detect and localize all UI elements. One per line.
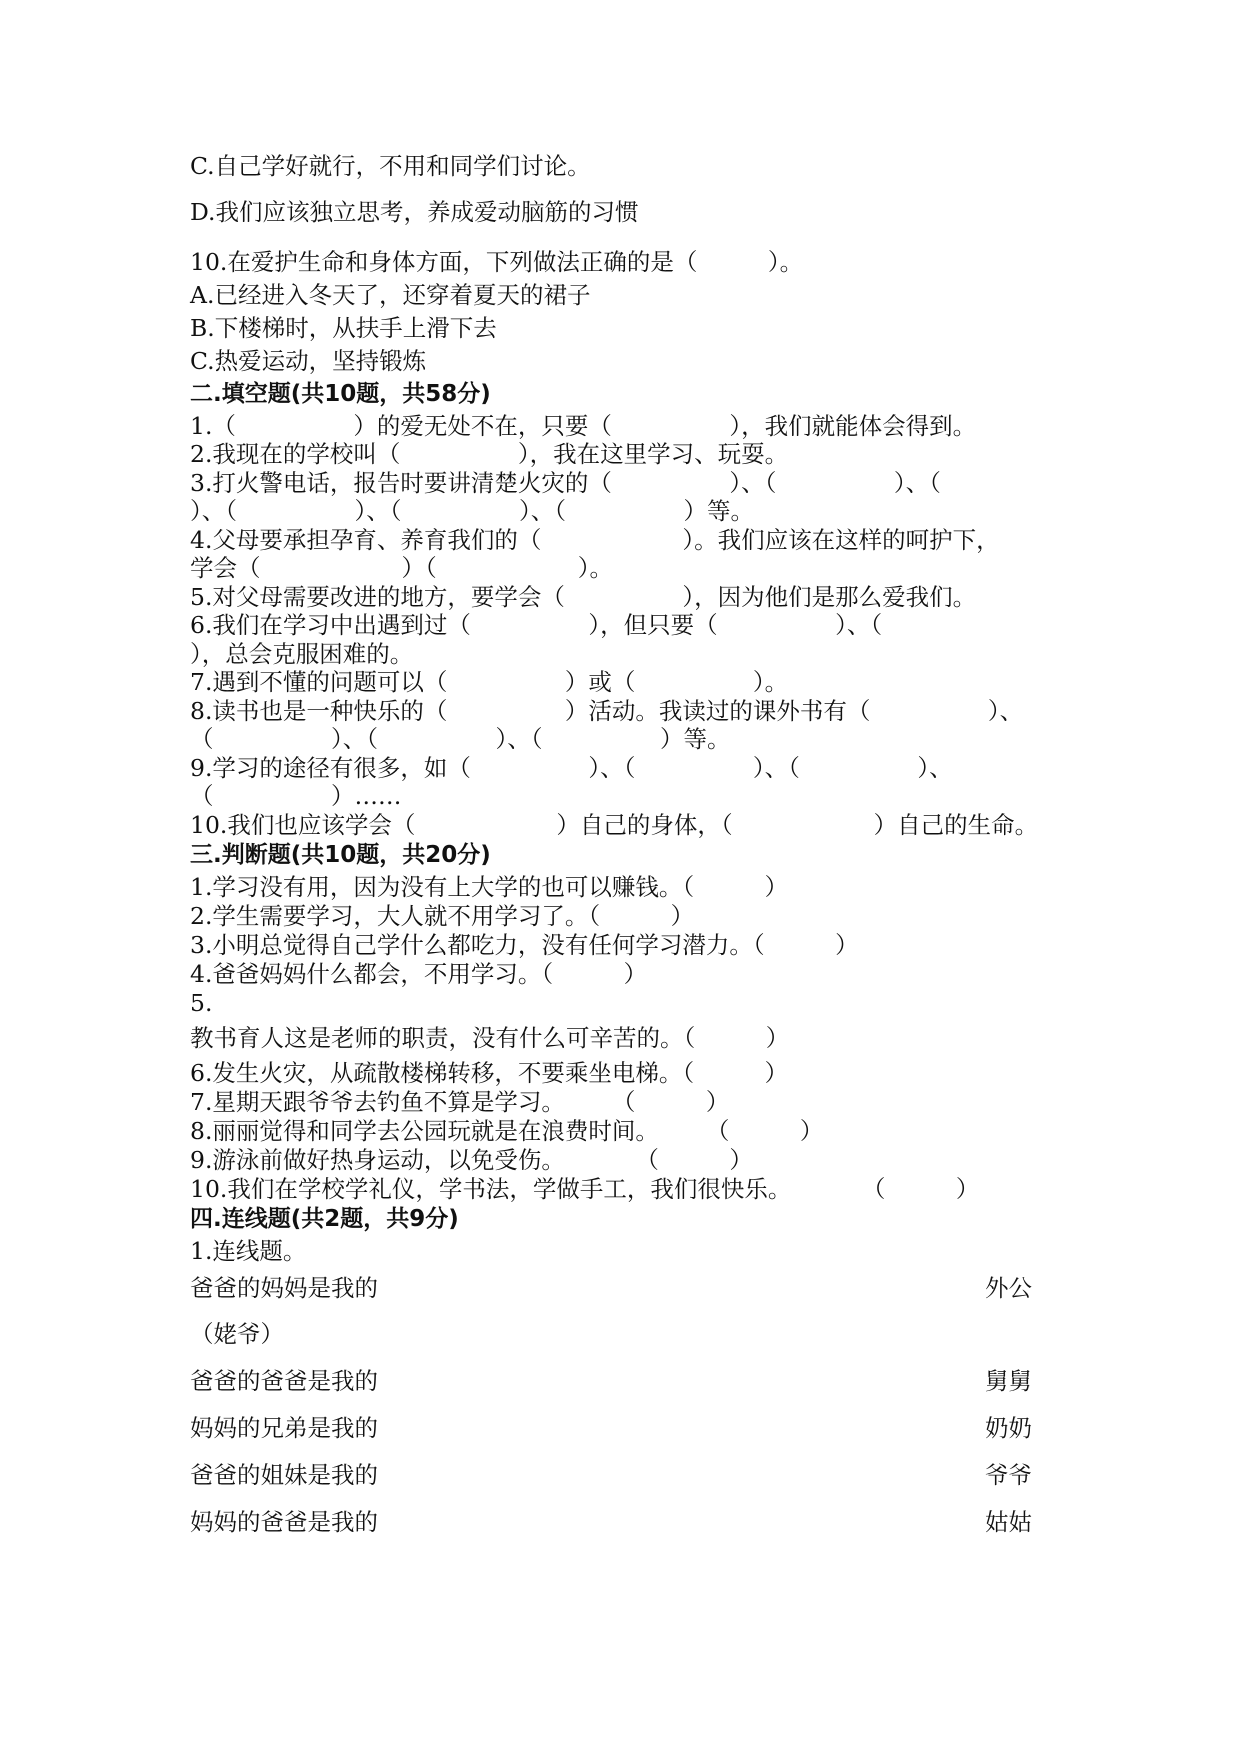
matching-right-item: 奶奶 — [985, 1414, 1032, 1442]
matching-left-item: 妈妈的兄弟是我的 — [190, 1414, 378, 1442]
q10-option-a: A.已经进入冬天了，还穿着夏天的裙子 — [190, 281, 591, 309]
fill-line: 1.（ ）的爱无处不在，只要（ ），我们就能体会得到。 — [190, 412, 977, 440]
judge-line: 5. — [190, 989, 213, 1017]
fill-line: ），总会克服困难的。 — [190, 640, 414, 668]
matching-left-item: （姥爷） — [190, 1320, 284, 1348]
matching-left-item: 爸爸的妈妈是我的 — [190, 1274, 378, 1302]
fill-line: 7.遇到不懂的问题可以（ ）或（ ）。 — [190, 668, 789, 696]
q9-option-d: D.我们应该独立思考，养成爱动脑筋的习惯 — [190, 198, 639, 226]
fill-line: （ ）…… — [190, 782, 402, 810]
q9-option-c: C.自己学好就行，不用和同学们讨论。 — [190, 152, 591, 180]
matching-right-item: 外公 — [985, 1274, 1032, 1302]
q10-option-c: C.热爱运动，坚持锻炼 — [190, 347, 427, 375]
fill-line: 3.打火警电话，报告时要讲清楚火灾的（ ）、（ ）、（ — [190, 469, 941, 497]
judge-line: 1.学习没有用，因为没有上大学的也可以赚钱。（ ） — [190, 873, 789, 901]
section4-heading: 四.连线题(共2题，共9分) — [190, 1206, 459, 1232]
fill-line: 9.学习的途径有很多，如（ ）、（ ）、（ ）、 — [190, 754, 953, 782]
fill-line: 学会（ ）（ ）。 — [190, 554, 613, 582]
judge-line: 4.爸爸妈妈什么都会，不用学习。（ ） — [190, 960, 648, 988]
judge-line: 教书育人这是老师的职责，没有什么可辛苦的。（ ） — [190, 1024, 790, 1052]
fill-line: 5.对父母需要改进的地方，要学会（ ），因为他们是那么爱我们。 — [190, 583, 977, 611]
judge-line: 7.星期天跟爷爷去钓鱼不算是学习。 （ ） — [190, 1088, 730, 1116]
judge-line: 9.游泳前做好热身运动，以免受伤。 （ ） — [190, 1146, 753, 1174]
fill-line: 10.我们也应该学会（ ）自己的身体，（ ）自己的生命。 — [190, 811, 1039, 839]
section3-heading: 三.判断题(共10题，共20分) — [190, 842, 491, 868]
judge-line: 8.丽丽觉得和同学去公园玩就是在浪费时间。 （ ） — [190, 1117, 824, 1145]
matching-left-item: 爸爸的爸爸是我的 — [190, 1367, 378, 1395]
fill-line: 2.我现在的学校叫（ ），我在这里学习、玩耍。 — [190, 440, 789, 468]
fill-line: ）、（ ）、（ ）、（ ）等。 — [190, 497, 754, 525]
fill-line: 8.读书也是一种快乐的（ ）活动。我读过的课外书有（ ）、 — [190, 697, 1024, 725]
matching-left-item: 妈妈的爸爸是我的 — [190, 1508, 378, 1536]
judge-line: 2.学生需要学习，大人就不用学习了。（ ） — [190, 902, 695, 930]
q10-option-b: B.下楼梯时，从扶手上滑下去 — [190, 314, 497, 342]
section2-heading: 二.填空题(共10题，共58分) — [190, 381, 491, 407]
judge-line: 3.小明总觉得自己学什么都吃力，没有任何学习潜力。（ ） — [190, 931, 859, 959]
matching-right-item: 姑姑 — [985, 1508, 1032, 1536]
fill-line: （ ）、（ ）、（ ）等。 — [190, 725, 731, 753]
matching-right-item: 爷爷 — [985, 1461, 1032, 1489]
q10-stem: 10.在爱护生命和身体方面，下列做法正确的是（ ）。 — [190, 248, 804, 276]
fill-line: 6.我们在学习中出遇到过（ ），但只要（ ）、（ — [190, 611, 883, 639]
judge-line: 6.发生火灾，从疏散楼梯转移，不要乘坐电梯。（ ） — [190, 1059, 789, 1087]
matching-right-item: 舅舅 — [985, 1367, 1032, 1395]
matching-left-item: 爸爸的姐妹是我的 — [190, 1461, 378, 1489]
matching-intro: 1.连线题。 — [190, 1237, 307, 1265]
fill-line: 4.父母要承担孕育、养育我们的（ ）。我们应该在这样的呵护下， — [190, 526, 1000, 554]
judge-line: 10.我们在学校学礼仪，学书法，学做手工，我们很快乐。 （ ） — [190, 1175, 980, 1203]
